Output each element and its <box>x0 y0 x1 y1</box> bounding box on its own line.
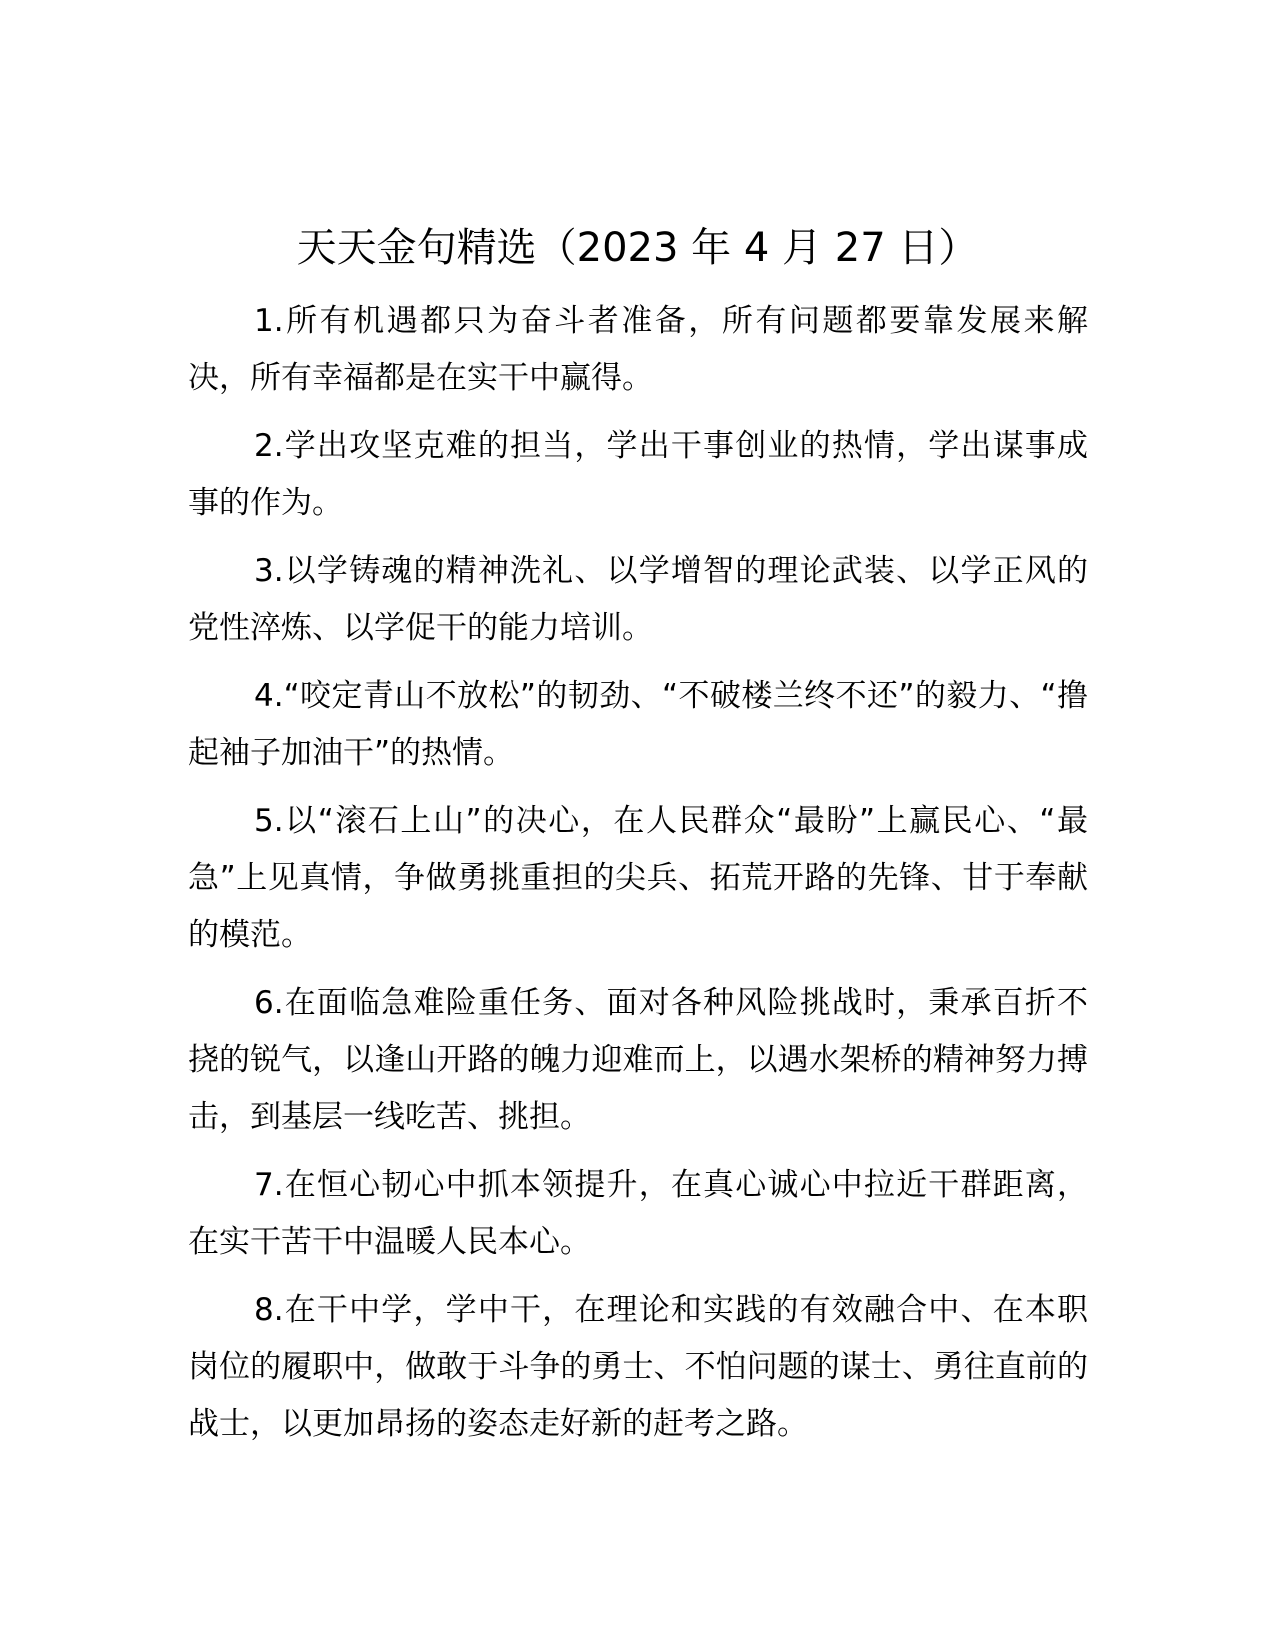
quote-item-8: 8.在干中学，学中干，在理论和实践的有效融合中、在本职岗位的履职中，做敢于斗争的勇士、不怕问题的谋士、勇往直前的战士，以更加昂扬的姿态走好新的赶考之路。 <box>188 1292 1088 1442</box>
quote-item-7: 7.在恒心韧心中抓本领提升，在真心诚心中拉近干群距离，在实干苦干中温暖人民本心。 <box>188 1167 1088 1260</box>
quote-item-3: 3.以学铸魂的精神洗礼、以学增智的理论武装、以学正风的党性淬炼、以学促干的能力培训。 <box>188 553 1088 646</box>
document-body <box>188 293 1088 1464</box>
quote-item-1: 1.所有机遇都只为奋斗者准备，所有问题都要靠发展来解决，所有幸福都是在实干中赢得。 <box>188 303 1088 396</box>
document-title: 天天金句精选（2023 年 4 月 27 日） <box>296 225 979 271</box>
quote-item-5: 5.以“滚石上山”的决心，在人民群众“最盼”上赢民心、“最急”上见真情，争做勇挑重担的尖兵、拓荒开路的先锋、甘于奉献的模范。 <box>188 803 1088 953</box>
quote-item-4: 4.“咬定青山不放松”的韧劲、“不破楼兰终不还”的毅力、“撸起袖子加油干”的热情。 <box>188 678 1089 771</box>
quote-item-6: 6.在面临急难险重任务、面对各种风险挑战时，秉承百折不挠的锐气，以逢山开路的魄力迎难而上，以遇水架桥的精神努力搏击，到基层一线吃苦、挑担。 <box>188 985 1088 1135</box>
quote-item-2: 2.学出攻坚克难的担当，学出干事创业的热情，学出谋事成事的作为。 <box>188 428 1088 521</box>
